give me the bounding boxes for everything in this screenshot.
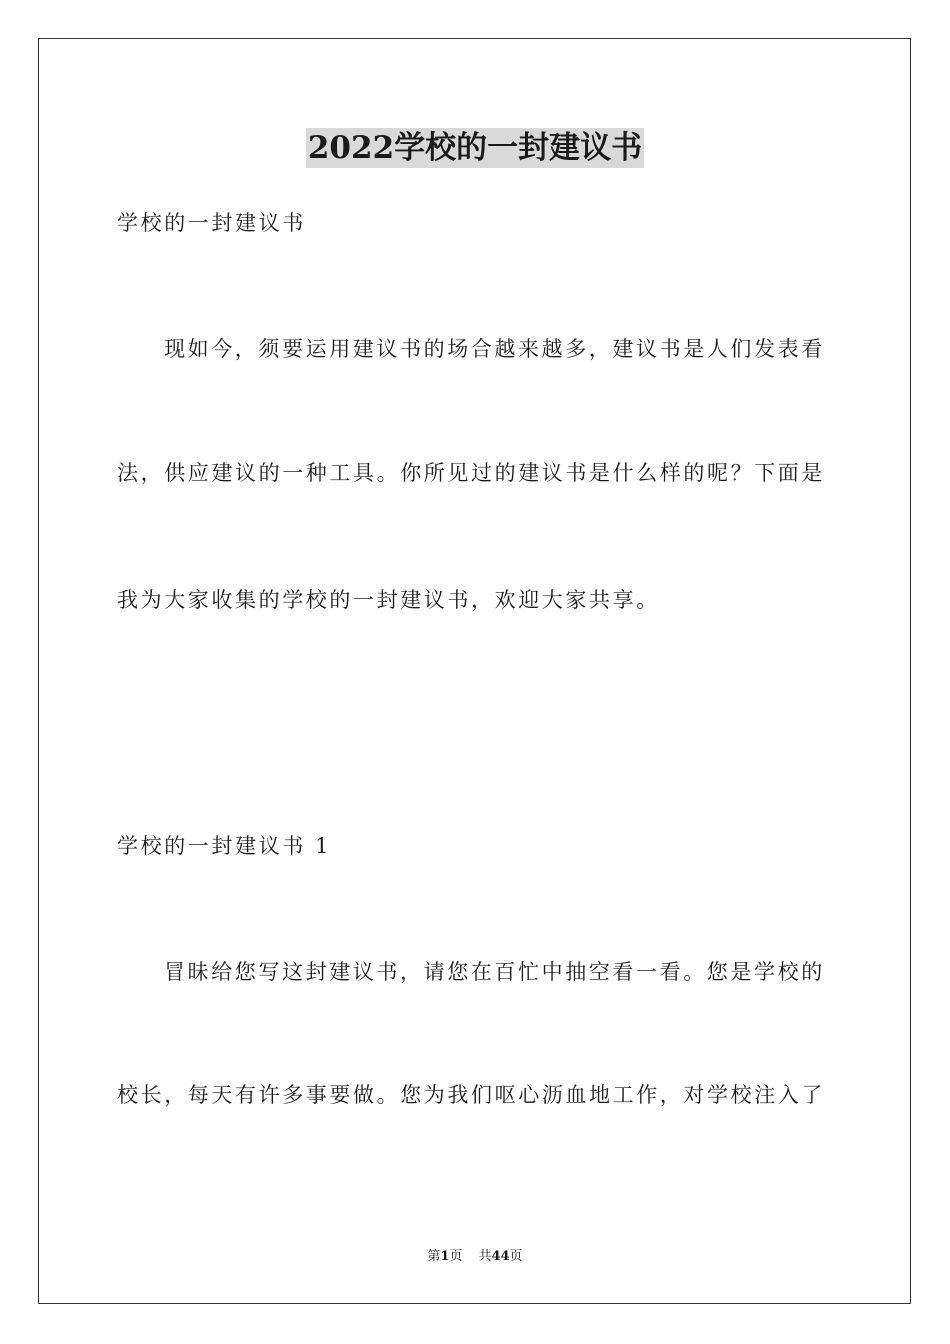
section-heading: 学校的一封建议书 1 <box>117 834 332 858</box>
footer-total-pages: 44 <box>491 1249 510 1264</box>
paragraph-line: 校长，每天有许多事要做。您为我们呕心沥血地工作，对学校注入了 <box>117 1083 825 1107</box>
paragraph-line: 法，供应建议的一种工具。你所见过的建议书是什么样的呢？下面是 <box>117 461 825 485</box>
page-footer <box>0 1248 950 1266</box>
paragraph-line: 现如今，须要运用建议书的场合越来越多，建议书是人们发表看 <box>164 337 825 361</box>
document-title: 2022学校的一封建议书 <box>307 130 643 166</box>
footer-total-suffix: 页 <box>509 1249 523 1264</box>
footer-page-suffix: 页 <box>449 1249 463 1264</box>
document-title-block <box>0 128 950 172</box>
document-subtitle: 学校的一封建议书 <box>117 211 306 235</box>
footer-page-number: 1 <box>440 1249 450 1264</box>
paragraph-line: 冒昧给您写这封建议书，请您在百忙中抽空看一看。您是学校的 <box>164 960 825 984</box>
footer-page-prefix: 第 <box>427 1249 441 1264</box>
paragraph-line: 我为大家收集的学校的一封建议书，欢迎大家共享。 <box>117 588 660 612</box>
footer-total-prefix: 共 <box>478 1249 492 1264</box>
